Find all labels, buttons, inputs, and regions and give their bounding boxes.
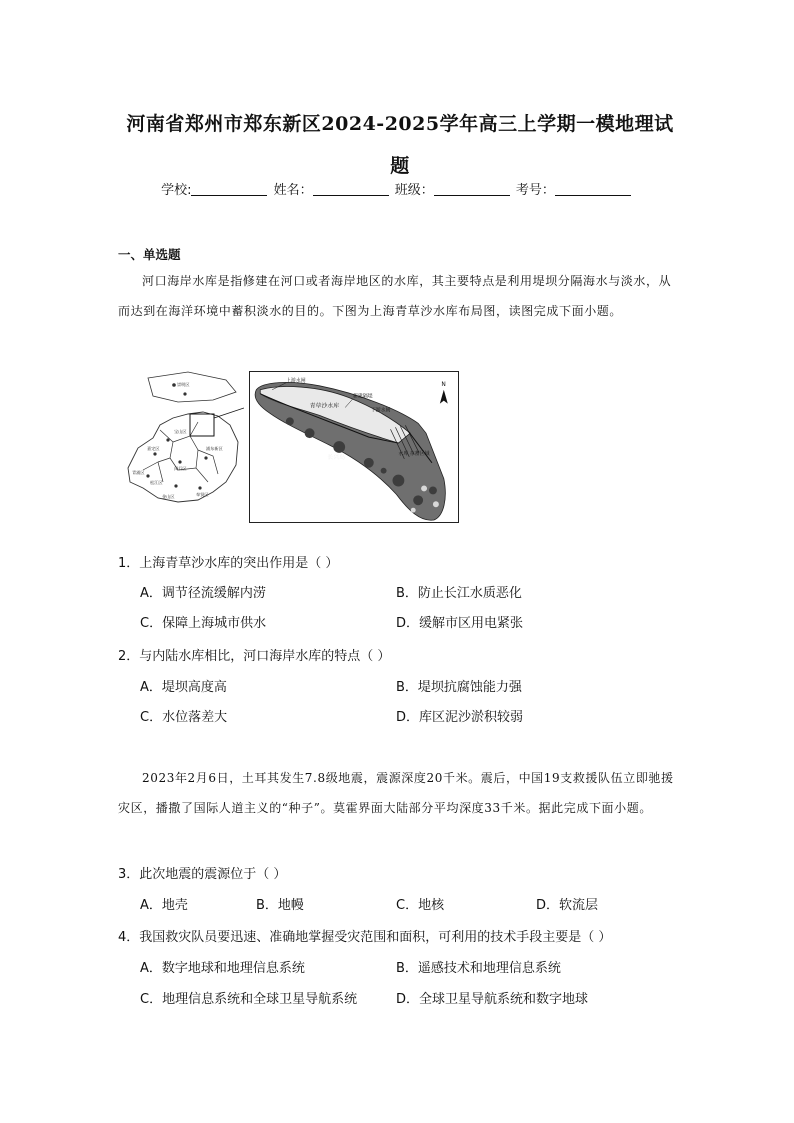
map-label-upstream-gate: 上游水闸 (285, 377, 306, 384)
question-1-option-d[interactable]: D．缓解市区用电紧张 (396, 616, 524, 631)
question-1-option-c[interactable]: C．保障上海城市供水 (140, 616, 267, 631)
map-label-pudong: 浦东新区 (206, 446, 223, 451)
question-1-option-b[interactable]: B．防止长江水质恶化 (396, 586, 522, 601)
school-label: 学校: (161, 183, 192, 198)
map-label-downstream-gate: 下游水闸 (370, 407, 391, 414)
map-label-changxing-island: 长兴岛 (327, 454, 346, 461)
section-heading: 一、单选题 (118, 247, 181, 262)
passage-earthquake: 2023年2月6日，土耳其发生7.8级地震，震源深度20千米。震后，中国19支救援队伍立即驰援灾区，播撒了国际人道主义的“种子”。莫霍界面大陆部分平均深度33千米。据此完成下面小题。 (118, 771, 674, 815)
class-label: 班级： (394, 183, 434, 198)
map-label-reservoir: 青草沙水库 (309, 403, 340, 410)
qingcaosha-reservoir-map (249, 371, 459, 523)
student-info-line (0, 179, 794, 198)
question-4-stem: 4．我国救灾队员要迅速、准确地掌握受灾范围和面积，可利用的技术手段主要是（ ） (118, 930, 612, 945)
north-label: N (441, 381, 446, 388)
question-4-option-a[interactable]: A．数字地球和地理信息系统 (140, 961, 305, 976)
map-label-qingpu: 青浦区 (132, 470, 145, 475)
question-3-option-c[interactable]: C．地核 (396, 898, 445, 913)
map-label-minhang: 闵行区 (174, 466, 187, 471)
map-label-storage-area: 水库 存蓄区域 (398, 450, 430, 457)
question-4-option-c[interactable]: C．地理信息系统和全球卫星导航系统 (140, 992, 358, 1007)
map-label-chongming: 崇明区 (177, 382, 190, 387)
question-1-option-a[interactable]: A．调节径流缓解内涝 (140, 586, 266, 601)
school-blank[interactable] (191, 183, 267, 196)
question-2-option-c[interactable]: C．水位落差大 (140, 710, 228, 725)
question-3-option-a[interactable]: A．地壳 (140, 898, 188, 913)
name-label: 姓名： (273, 183, 313, 198)
question-2-stem: 2．与内陆水库相比，河口海岸水库的特点（ ） (118, 649, 391, 664)
exam-no-label: 考号： (515, 183, 555, 198)
map-label-jiading: 嘉定区 (147, 446, 160, 451)
page-title: 河南省郑州市郑东新区2024-2025学年高三上学期一模地理试题 (126, 113, 674, 177)
passage-reservoir: 河口海岸水库是指修建在河口或者海岸地区的水库，其主要特点是利用堤坝分隔海水与淡水，从而达到在海洋环境中蓄积淡水的目的。下图为上海青草沙水库布局图，读图完成下面小题。 (118, 274, 672, 318)
question-2-option-a[interactable]: A．堤坝高度高 (140, 680, 227, 695)
map-label-fengxian: 奉贤区 (196, 492, 209, 497)
map-label-songjiang: 松江区 (150, 480, 163, 485)
question-4-option-b[interactable]: B．遥感技术和地理信息系统 (396, 961, 561, 976)
class-blank[interactable] (434, 183, 510, 196)
exam-no-blank[interactable] (555, 183, 631, 196)
name-blank[interactable] (313, 183, 389, 196)
map-label-baoshan: 宝山区 (174, 429, 187, 434)
question-2-option-b[interactable]: B．堤坝抗腐蚀能力强 (396, 680, 522, 695)
map-label-jinshan: 金山区 (162, 494, 175, 499)
question-1-stem: 1．上海青草沙水库的突出作用是（ ） (118, 556, 339, 571)
question-3-option-b[interactable]: B．地幔 (256, 898, 304, 913)
shanghai-district-map (118, 370, 244, 520)
question-3-option-d[interactable]: D．软流层 (536, 898, 599, 913)
map-label-new-dike: 新建隔堤 (353, 393, 373, 400)
question-3-stem: 3．此次地震的震源位于（ ） (118, 867, 287, 882)
question-4-option-d[interactable]: D．全球卫星导航系统和数字地球 (396, 992, 589, 1007)
question-2-option-d[interactable]: D．库区泥沙淤积较弱 (396, 710, 524, 725)
